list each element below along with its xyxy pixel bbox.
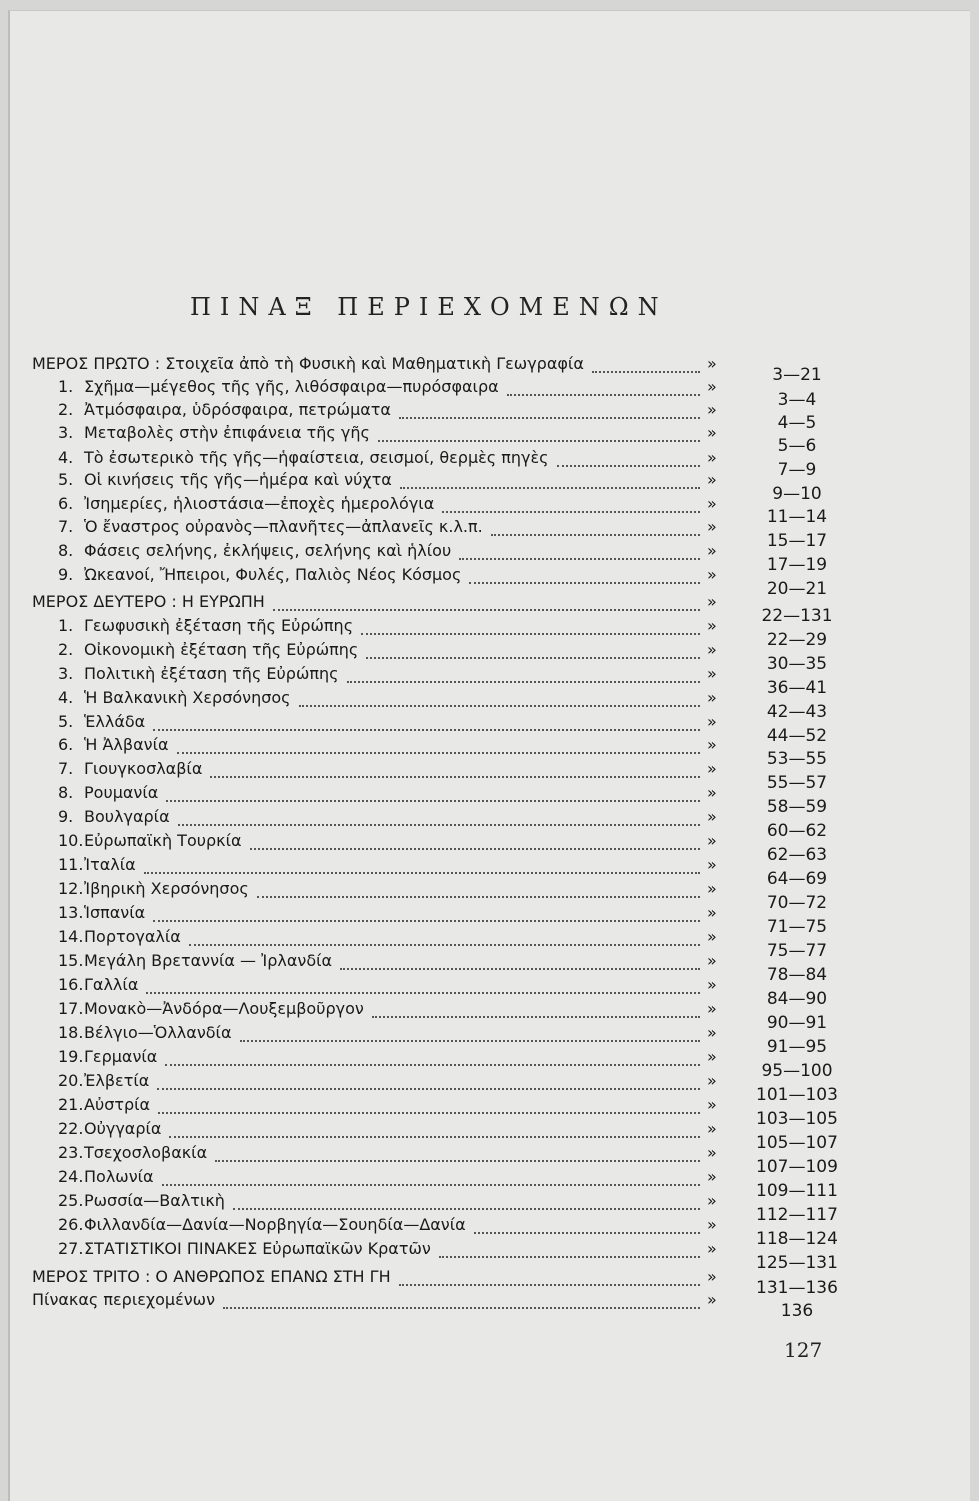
toc-page-range: 5—6: [777, 436, 817, 456]
toc-leader-dots: [372, 1010, 700, 1018]
toc-entry-label: Ἀτμόσφαιρα, ὑδρόσφαιρα, πετρώματα: [84, 400, 391, 419]
page-title: ΠΙΝΑΞ ΠΕΡΙΕΧΟΜΕΝΩΝ: [190, 293, 668, 321]
toc-ditto-mark: »: [707, 831, 717, 850]
toc-entry-label: Αὐστρία: [84, 1095, 151, 1114]
toc-entry-number: 5.: [58, 470, 74, 489]
toc-page-range: 22—131: [761, 606, 833, 626]
toc-entry-label: Οὐγγαρία: [84, 1119, 162, 1138]
toc-page-range: 75—77: [766, 941, 828, 961]
toc-entry-label: Ἡ Ἀλβανία: [84, 735, 169, 754]
toc-ditto-mark: »: [707, 400, 717, 419]
page-number: 127: [784, 1338, 823, 1362]
toc-leader-dots: [215, 1154, 700, 1162]
toc-page-range: 3—4: [777, 390, 817, 410]
toc-entry-label: Γεωφυσικὴ ἐξέταση τῆς Εὐρώπης: [84, 616, 354, 635]
toc-leader-dots: [347, 675, 700, 683]
toc-page-range: 11—14: [766, 507, 828, 527]
toc-page-range: 17—19: [766, 555, 828, 575]
toc-ditto-mark: »: [707, 354, 717, 373]
toc-ditto-mark: »: [707, 927, 717, 946]
toc-ditto-mark: »: [707, 423, 717, 442]
toc-entry-label: Ἰσημερίες, ἡλιοστάσια—ἐποχὲς ἡμερολόγια: [84, 494, 435, 513]
toc-leader-dots: [299, 699, 700, 707]
toc-entry-number: 4.: [58, 448, 74, 467]
toc-leader-dots: [340, 962, 700, 970]
toc-entry-number: 13.: [58, 903, 84, 922]
toc-ditto-mark: »: [707, 855, 717, 874]
toc-ditto-mark: »: [707, 1023, 717, 1042]
toc-entry-label: Ἐλβετία: [84, 1071, 150, 1090]
toc-ditto-mark: »: [707, 807, 717, 826]
toc-ditto-mark: »: [707, 1167, 717, 1186]
toc-page-range: 58—59: [766, 797, 828, 817]
toc-entry-label: Βουλγαρία: [84, 807, 170, 826]
toc-leader-dots: [273, 603, 700, 611]
toc-leader-dots: [153, 914, 700, 922]
toc-entry-label: ΜΕΡΟΣ ΠΡΩΤΟ : Στοιχεῖα ἀπὸ τὴ Φυσικὴ καὶ Μαθηματικὴ Γεωγραφία: [32, 354, 584, 373]
toc-leader-dots: [507, 388, 700, 396]
toc-entry: [0, 563, 979, 599]
toc-entry-number: 9.: [58, 565, 74, 584]
toc-page-range: 107—109: [756, 1157, 838, 1177]
toc-entry-number: 17.: [58, 999, 84, 1018]
toc-page-range: 20—21: [766, 579, 828, 599]
toc-ditto-mark: »: [707, 735, 717, 754]
toc-leader-dots: [442, 505, 700, 513]
toc-entry-label: Ρωσσία—Βαλτικὴ: [84, 1191, 225, 1210]
toc-entry-label: Φιλλανδία—Δανία—Νορβηγία—Σουηδία—Δανία: [84, 1215, 466, 1234]
toc-page-range: 131—136: [756, 1278, 838, 1298]
toc-ditto-mark: »: [707, 640, 717, 659]
toc-ditto-mark: »: [707, 688, 717, 707]
toc-page-range: 15—17: [766, 531, 828, 551]
toc-leader-dots: [366, 651, 700, 659]
toc-entry-label: Γιουγκοσλαβία: [84, 759, 203, 778]
toc-leader-dots: [158, 1106, 700, 1114]
toc-ditto-mark: »: [707, 1047, 717, 1066]
toc-entry-label: Ὁ ἔναστρος οὐρανὸς—πλανῆτες—ἀπλανεῖς κ.λ.π.: [84, 517, 483, 536]
toc-ditto-mark: »: [707, 1267, 717, 1286]
toc-entry-label: Ὠκεανοί, Ἤπειροι, Φυλές, Παλιὸς Νέος Κόσμος: [84, 565, 462, 584]
toc-page-range: 55—57: [766, 773, 828, 793]
toc-leader-dots: [177, 746, 700, 754]
toc-ditto-mark: »: [707, 783, 717, 802]
toc-ditto-mark: »: [707, 903, 717, 922]
toc-leader-dots: [240, 1034, 700, 1042]
toc-ditto-mark: »: [707, 1239, 717, 1258]
toc-entry-label: Τὸ ἐσωτερικὸ τῆς γῆς—ἡφαίστεια, σεισμοί, θερμὲς πηγὲς: [84, 448, 549, 467]
toc-entry-label: Ἱσπανία: [84, 903, 146, 922]
toc-entry-label: Ἰβηρικὴ Χερσόνησος: [84, 879, 249, 898]
toc-entry-label: Πολωνία: [84, 1167, 154, 1186]
toc-entry-label: Οἰκονομικὴ ἐξέταση τῆς Εὐρώπης: [84, 640, 359, 659]
toc-leader-dots: [474, 1226, 700, 1234]
toc-entry-number: 1.: [58, 616, 74, 635]
toc-entry-number: 5.: [58, 712, 74, 731]
toc-entry-number: 2.: [58, 400, 74, 419]
toc-page-range: 53—55: [766, 749, 828, 769]
toc-leader-dots: [399, 411, 700, 419]
toc-leader-dots: [557, 459, 700, 467]
toc-entry-number: 3.: [58, 423, 74, 442]
toc-entry-label: Ἑλλάδα: [84, 712, 146, 731]
toc-page-range: 101—103: [756, 1085, 838, 1105]
toc-leader-dots: [233, 1202, 700, 1210]
toc-page-range: 60—62: [766, 821, 828, 841]
toc-ditto-mark: »: [707, 1290, 717, 1309]
toc-entry-label: Ἰταλία: [84, 855, 136, 874]
toc-ditto-mark: »: [707, 999, 717, 1018]
toc-leader-dots: [169, 1130, 700, 1138]
toc-page-range: 9—10: [772, 484, 822, 504]
toc-entry-number: 8.: [58, 541, 74, 560]
toc-ditto-mark: »: [707, 712, 717, 731]
toc-page-range: 78—84: [766, 965, 828, 985]
toc-leader-dots: [166, 794, 700, 802]
toc-page-range: 42—43: [766, 702, 828, 722]
toc-entry-number: 16.: [58, 975, 84, 994]
toc-leader-dots: [223, 1301, 700, 1309]
toc-leader-dots: [157, 1082, 700, 1090]
toc-entry-number: 11.: [58, 855, 84, 874]
toc-section-heading: [0, 1265, 979, 1298]
toc-leader-dots: [210, 770, 700, 778]
toc-ditto-mark: »: [707, 1215, 717, 1234]
toc-entry-number: 2.: [58, 640, 74, 659]
toc-leader-dots: [400, 481, 700, 489]
toc-page-range: 105—107: [756, 1133, 838, 1153]
toc-ditto-mark: »: [707, 1119, 717, 1138]
toc-leader-dots: [257, 890, 700, 898]
toc-entry-label: Πίνακας περιεχομένων: [32, 1290, 216, 1309]
toc-leader-dots: [592, 365, 700, 373]
toc-page-range: 36—41: [766, 678, 828, 698]
toc-entry-label: Εὐρωπαϊκὴ Τουρκία: [84, 831, 242, 850]
toc-page-range: 91—95: [766, 1037, 828, 1057]
toc-leader-dots: [153, 723, 700, 731]
toc-ditto-mark: »: [707, 377, 717, 396]
toc-page-range: 136: [780, 1301, 814, 1321]
toc-entry-label: Μονακὸ—Ἀνδόρα—Λουξεμβοῦργον: [84, 999, 364, 1018]
toc-page-range: 71—75: [766, 917, 828, 937]
toc-entry: [0, 1237, 979, 1273]
toc-page-range: 125—131: [756, 1253, 838, 1273]
toc-leader-dots: [491, 528, 700, 536]
toc-entry-label: Βέλγιο—Ὁλλανδία: [84, 1023, 232, 1042]
toc-leader-dots: [459, 552, 700, 560]
toc-page-range: 7—9: [777, 460, 817, 480]
toc-entry-label: Γαλλία: [84, 975, 139, 994]
toc-entry-label: Πορτογαλία: [84, 927, 181, 946]
toc-entry-number: 23.: [58, 1143, 84, 1162]
toc-page-range: 44—52: [766, 726, 828, 746]
toc-leader-dots: [361, 627, 700, 635]
toc-entry-number: 19.: [58, 1047, 84, 1066]
toc-ditto-mark: »: [707, 616, 717, 635]
toc-entry-number: 3.: [58, 664, 74, 683]
toc-page-range: 103—105: [756, 1109, 838, 1129]
toc-leader-dots: [178, 818, 700, 826]
toc-page-range: 4—5: [777, 413, 817, 433]
toc-page-range: 70—72: [766, 893, 828, 913]
toc-leader-dots: [144, 866, 700, 874]
toc-entry-label: Οἱ κινήσεις τῆς γῆς—ἡμέρα καὶ νύχτα: [84, 470, 392, 489]
toc-ditto-mark: »: [707, 664, 717, 683]
toc-entry-label: Γερμανία: [84, 1047, 158, 1066]
toc-entry-label: Τσεχοσλοβακία: [84, 1143, 208, 1162]
toc-page-range: 112—117: [756, 1205, 838, 1225]
toc-entry-number: 26.: [58, 1215, 84, 1234]
toc-entry-number: 6.: [58, 735, 74, 754]
toc-page-range: 95—100: [761, 1061, 833, 1081]
toc-entry-label: Ἡ Βαλκανικὴ Χερσόνησος: [84, 688, 291, 707]
toc-ditto-mark: »: [707, 879, 717, 898]
toc-leader-dots: [439, 1250, 700, 1258]
toc-ditto-mark: »: [707, 1095, 717, 1114]
toc-ditto-mark: »: [707, 592, 717, 611]
toc-page-range: 118—124: [756, 1229, 838, 1249]
toc-entry-number: 22.: [58, 1119, 84, 1138]
toc-leader-dots: [162, 1178, 700, 1186]
toc-leader-dots: [189, 938, 700, 946]
toc-entry: [0, 421, 979, 456]
toc-entry-number: 6.: [58, 494, 74, 513]
toc-ditto-mark: »: [707, 1071, 717, 1090]
toc-entry-number: 24.: [58, 1167, 84, 1186]
toc-entry-label: Σχῆμα—μέγεθος τῆς γῆς, λιθόσφαιρα—πυρόσφαιρα: [84, 377, 499, 396]
toc-ditto-mark: »: [707, 541, 717, 560]
toc-leader-dots: [378, 434, 700, 442]
toc-ditto-mark: »: [707, 565, 717, 584]
toc-entry-number: 7.: [58, 759, 74, 778]
toc-ditto-mark: »: [707, 494, 717, 513]
toc-leader-dots: [146, 986, 700, 994]
toc-entry-label: Μεγάλη Βρεταννία — Ἰρλανδία: [84, 951, 333, 970]
toc-page-range: 64—69: [766, 869, 828, 889]
toc-entry-number: 14.: [58, 927, 84, 946]
toc-ditto-mark: »: [707, 759, 717, 778]
toc-leader-dots: [165, 1058, 700, 1066]
toc-entry-number: 8.: [58, 783, 74, 802]
toc-ditto-mark: »: [707, 448, 717, 467]
toc-ditto-mark: »: [707, 975, 717, 994]
toc-entry-number: 15.: [58, 951, 84, 970]
toc-page-range: 30—35: [766, 654, 828, 674]
toc-ditto-mark: »: [707, 1143, 717, 1162]
toc-entry-label: ΜΕΡΟΣ ΔΕΥΤΕΡΟ : Η ΕΥΡΩΠΗ: [32, 592, 265, 611]
toc-entry-label: ΣΤΑΤΙΣΤΙΚΟΙ ΠΙΝΑΚΕΣ Εὐρωπαϊκῶν Κρατῶν: [84, 1239, 431, 1258]
toc-entry-label: Πολιτικὴ ἐξέταση τῆς Εὐρώπης: [84, 664, 339, 683]
toc-entry-label: ΜΕΡΟΣ ΤΡΙΤΟ : Ο ΑΝΘΡΩΠΟΣ ΕΠΑΝΩ ΣΤΗ ΓΗ: [32, 1267, 391, 1286]
toc-page-range: 109—111: [756, 1181, 838, 1201]
toc-ditto-mark: »: [707, 1191, 717, 1210]
toc-page-range: 3—21: [772, 365, 822, 385]
toc-leader-dots: [469, 576, 700, 584]
toc-entry-label: Μεταβολὲς στὴν ἐπιφάνεια τῆς γῆς: [84, 423, 370, 442]
toc-entry-number: 7.: [58, 517, 74, 536]
toc-entry-label: Φάσεις σελήνης, ἐκλήψεις, σελήνης καὶ ἡλίου: [84, 541, 452, 560]
toc-ditto-mark: »: [707, 517, 717, 536]
toc-leader-dots: [250, 842, 700, 850]
toc-entry-number: 9.: [58, 807, 74, 826]
toc-entry-number: 1.: [58, 377, 74, 396]
toc-page-range: 22—29: [766, 630, 828, 650]
toc-ditto-mark: »: [707, 470, 717, 489]
toc-section-heading: [0, 352, 979, 385]
toc-leader-dots: [399, 1278, 700, 1286]
toc-entry-number: 25.: [58, 1191, 84, 1210]
toc-entry-number: 18.: [58, 1023, 84, 1042]
toc-entry-number: 10.: [58, 831, 84, 850]
toc-entry-number: 21.: [58, 1095, 84, 1114]
toc-entry-number: 20.: [58, 1071, 84, 1090]
toc-section-heading: [0, 1288, 979, 1321]
toc-entry-number: 12.: [58, 879, 84, 898]
toc-page-range: 90—91: [766, 1013, 828, 1033]
toc-entry-number: 27.: [58, 1239, 84, 1258]
toc-entry-label: Ρουμανία: [84, 783, 159, 802]
toc-ditto-mark: »: [707, 951, 717, 970]
toc-entry-number: 4.: [58, 688, 74, 707]
toc-page-range: 62—63: [766, 845, 828, 865]
toc-page-range: 84—90: [766, 989, 828, 1009]
